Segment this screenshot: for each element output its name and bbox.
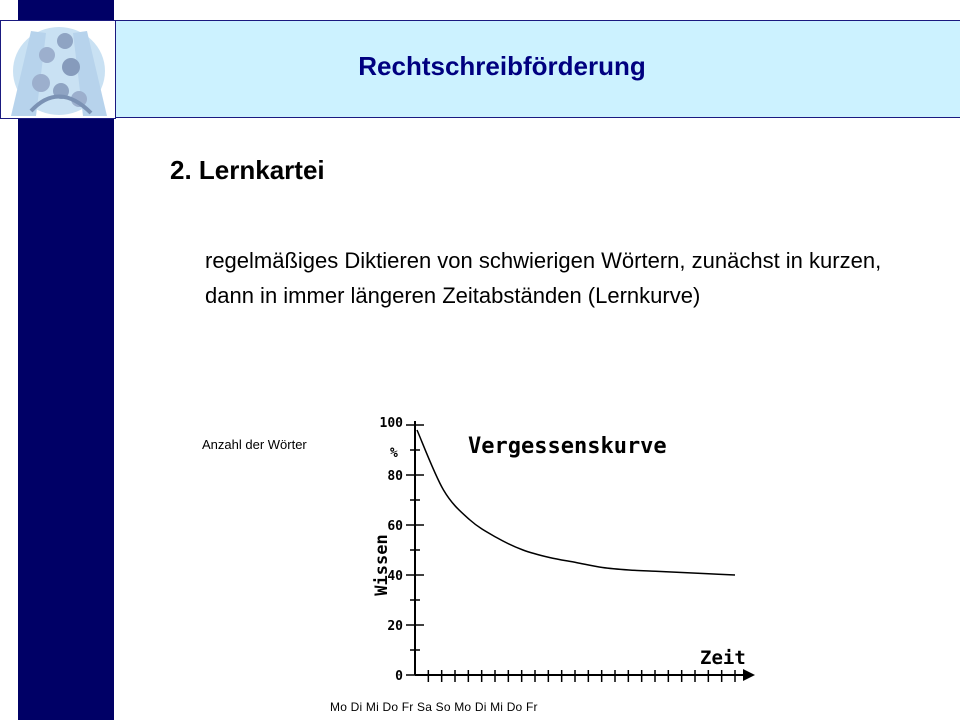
weekday-labels: Mo Di Mi Do Fr Sa So Mo Di Mi Do Fr	[330, 700, 538, 714]
y-tick-label: 0	[395, 669, 403, 684]
y-tick-label: 60	[387, 519, 403, 534]
x-axis-label: Zeit	[700, 647, 746, 669]
y-unit-label: %	[390, 446, 398, 461]
forgetting-curve-chart	[360, 405, 780, 690]
y-annotation: Anzahl der Wörter	[202, 437, 307, 452]
body-text: regelmäßiges Diktieren von schwierigen Wörtern, zunächst in kurzen, dann in immer längeren Zeitabständen (Lernkurve)	[205, 248, 882, 308]
y-tick-label: 80	[387, 469, 403, 484]
y-tick-label: 20	[387, 619, 403, 634]
y-tick-label: 100	[379, 416, 403, 431]
chart-title: Vergessenskurve	[468, 434, 667, 459]
x-axis-arrow	[743, 669, 755, 681]
logo	[0, 20, 116, 119]
slide-title: Rechtschreibförderung	[358, 51, 646, 81]
slide-subtitle: 2. Lernkartei	[170, 155, 325, 185]
y-axis-label: Wissen	[372, 534, 392, 596]
group-of-people-photo-icon	[1, 21, 116, 119]
y-tick-label: 40	[387, 569, 403, 584]
chart-ticks	[406, 425, 735, 682]
chart-axes	[415, 421, 755, 681]
